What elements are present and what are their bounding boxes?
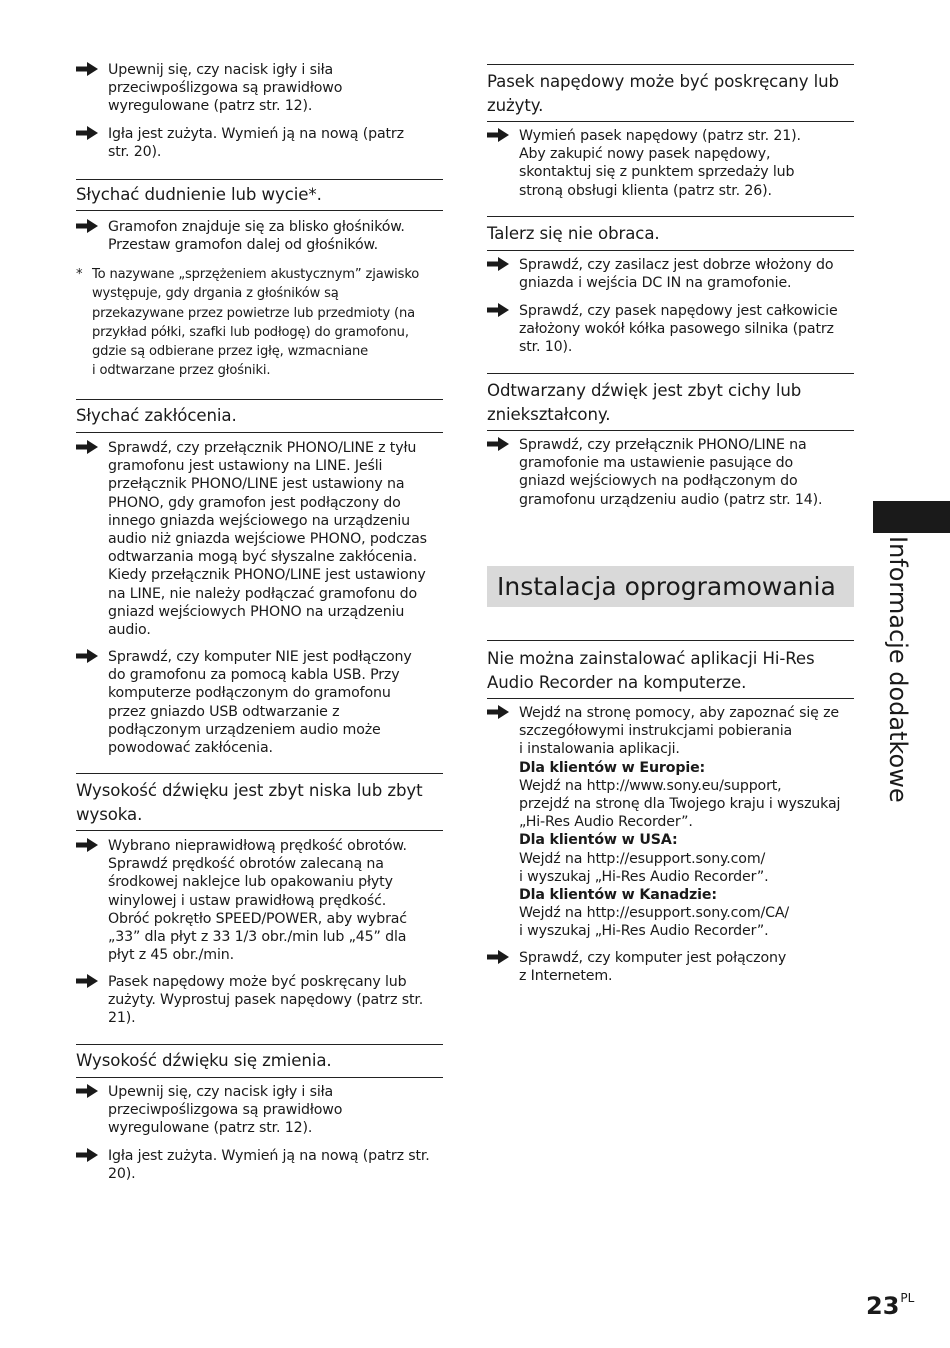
- arrow-right-icon: [487, 303, 509, 317]
- text-line: „Hi-Res Audio Recorder”.: [519, 814, 693, 831]
- text-line: Sprawdź, czy komputer jest połączony: [519, 950, 787, 966]
- text-line: założony wokół kółka pasowego silnika (patrz: [519, 321, 834, 338]
- heading-line: Słychać zakłócenia.: [76, 406, 237, 425]
- heading-line: Talerz się nie obraca.: [487, 224, 660, 243]
- section-title: Instalacja oprogramowania: [487, 566, 854, 607]
- text-line: Wejdź na http://esupport.sony.com/CA/: [519, 905, 790, 922]
- text-line: Upewnij się, czy nacisk igły i siła: [108, 1084, 334, 1100]
- text-line: Wejdź na http://esupport.sony.com/: [519, 850, 766, 867]
- text-line: Przestaw gramofon dalej od głośników.: [108, 237, 378, 254]
- arrow-right-icon: [76, 649, 98, 663]
- text-line: PHONO, gdy gramofon jest podłączony do: [108, 494, 401, 511]
- section-heading: [487, 216, 854, 251]
- text-line: zużyty. Wyprostuj pasek napędowy (patrz str.: [108, 992, 424, 1009]
- text-line: do gramofonu za pomocą kabla USB. Przy: [108, 667, 400, 684]
- heading-line: Audio Recorder na komputerze.: [487, 673, 747, 692]
- section-heading: [76, 773, 443, 831]
- text-line: Wejdź na stronę pomocy, aby zapoznać się ze: [519, 705, 839, 721]
- list-item: [76, 439, 443, 639]
- text-line: Wymień pasek napędowy (patrz str. 21).: [519, 128, 801, 144]
- text-line: występuje, gdy drgania z głośników są: [92, 286, 339, 302]
- arrow-right-icon: [76, 440, 98, 454]
- list-item: [487, 436, 854, 509]
- text-line: Dla klientów w USA:: [519, 832, 678, 849]
- list-item: [76, 125, 443, 161]
- text-line: gniazd wejściowych PHONO na urządzeniu: [108, 603, 405, 620]
- side-tab-marker: [873, 501, 950, 533]
- list-item: [487, 127, 854, 200]
- list-item: [487, 256, 854, 292]
- text-line: Wejdź na http://www.sony.eu/support,: [519, 777, 782, 794]
- arrow-right-icon: [76, 62, 98, 76]
- page-number: [866, 1291, 914, 1320]
- list-item: [76, 218, 443, 254]
- text-line: z Internetem.: [519, 968, 613, 985]
- text-line: Sprawdź, czy przełącznik PHONO/LINE na: [519, 437, 807, 453]
- text-line: Sprawdź prędkość obrotów zalecaną na: [108, 856, 384, 873]
- text-line: gramofonu urządzeniu audio (patrz str. 14).: [519, 491, 823, 508]
- text-line: gdzie są odbierane przez igłę, wzmacniane: [92, 344, 369, 360]
- arrow-right-icon: [76, 219, 98, 233]
- arrow-right-icon: [487, 705, 509, 719]
- text-line: Sprawdź, czy komputer NIE jest podłączony: [108, 649, 412, 665]
- text-line: 21).: [108, 1010, 136, 1027]
- text-line: skontaktuj się z punktem sprzedaży lub: [519, 164, 795, 181]
- text-line: gniazda i wejścia DC IN na gramofonie.: [519, 275, 792, 292]
- arrow-right-icon: [487, 950, 509, 964]
- arrow-right-icon: [487, 257, 509, 271]
- text-line: Obróć pokrętło SPEED/POWER, aby wybrać: [108, 910, 407, 927]
- section-heading: [76, 1044, 443, 1078]
- text-line: Dla klientów w Europie:: [519, 759, 706, 776]
- arrow-right-icon: [487, 437, 509, 451]
- text-line: powodować zakłócenia.: [108, 740, 273, 757]
- list-item: [76, 61, 443, 116]
- list-item: [76, 837, 443, 964]
- text-line: wyregulowane (patrz str. 12).: [108, 98, 313, 115]
- text-line: Wybrano nieprawidłową prędkość obrotów.: [108, 838, 407, 854]
- heading-line: Odtwarzany dźwięk jest zbyt cichy lub: [487, 381, 802, 400]
- text-line: i instalowania aplikacji.: [519, 741, 680, 758]
- heading-line: Wysokość dźwięku się zmienia.: [76, 1051, 332, 1070]
- arrow-right-icon: [487, 128, 509, 142]
- list-item: [487, 704, 854, 941]
- text-line: stroną obsługi klienta (patrz str. 26).: [519, 182, 772, 199]
- text-line: To nazywane „sprzężeniem akustycznym” zjawisko: [92, 267, 420, 282]
- section-heading: [487, 373, 854, 431]
- text-line: przez gniazdo USB odtwarzanie z: [108, 703, 340, 720]
- text-line: i odtwarzane przez głośniki.: [92, 363, 271, 379]
- text-line: Pasek napędowy może być poskręcany lub: [108, 974, 407, 990]
- arrow-right-icon: [76, 126, 98, 140]
- text-line: audio.: [108, 622, 151, 639]
- list-item: [76, 1083, 443, 1138]
- text-line: przekazywane przez powietrze lub przedmioty (na: [92, 305, 416, 321]
- text-line: winylowej i ustaw prawidłową prędkość.: [108, 892, 387, 909]
- text-line: szczegółowymi instrukcjami pobierania: [519, 723, 793, 740]
- text-line: przełącznik PHONO/LINE jest ustawiony na: [108, 476, 405, 493]
- text-line: 20).: [108, 1166, 136, 1183]
- list-item: [76, 1147, 443, 1183]
- text-line: audio niż gniazda wejściowe PHONO, podczas: [108, 531, 427, 548]
- text-line: Igła jest zużyta. Wymień ją na nową (patrz: [108, 126, 404, 142]
- arrow-right-icon: [76, 1148, 98, 1162]
- list-item: [487, 949, 854, 985]
- section-heading: [487, 640, 854, 699]
- section-heading: [76, 399, 443, 433]
- text-line: „33” dla płyt z 33 1/3 obr./min lub „45” dla: [108, 929, 407, 946]
- text-line: przejdź na stronę dla Twojego kraju i wyszukaj: [519, 796, 841, 813]
- arrow-right-icon: [76, 838, 98, 852]
- heading-line: Nie można zainstalować aplikacji Hi-Res: [487, 649, 815, 668]
- page-language-code: PL: [900, 1291, 915, 1305]
- text-line: środkowej naklejce lub opakowaniu płyty: [108, 874, 393, 891]
- footnote: [76, 265, 443, 381]
- text-line: Sprawdź, czy przełącznik PHONO/LINE z tyłu: [108, 440, 417, 456]
- arrow-right-icon: [76, 1084, 98, 1098]
- section-heading: [76, 179, 443, 211]
- text-line: komputerze podłączonym do gramofonu: [108, 685, 391, 702]
- text-line: przykład półki, szafki lub podłogę) do gramofonu,: [92, 324, 409, 340]
- text-line: na LINE, nie należy podłączać gramofonu do: [108, 585, 418, 602]
- text-line: gniazd wejściowych na podłączonym do: [519, 473, 798, 490]
- text-line: płyt z 45 obr./min.: [108, 947, 234, 964]
- text-line: podłączonym urządzeniem audio może: [108, 721, 381, 738]
- page-number-value: 23: [866, 1292, 900, 1320]
- text-line: innego gniazda wejściowego na urządzeniu: [108, 512, 411, 529]
- text-line: przeciwpoślizgowa są prawidłowo: [108, 80, 343, 97]
- list-item: [487, 302, 854, 357]
- section-heading: [487, 64, 854, 122]
- text-line: Kiedy przełącznik PHONO/LINE jest ustawiony: [108, 567, 426, 584]
- text-line: Dla klientów w Kanadzie:: [519, 887, 717, 904]
- arrow-right-icon: [76, 974, 98, 988]
- text-line: i wyszukaj „Hi-Res Audio Recorder”.: [519, 923, 769, 940]
- text-line: Upewnij się, czy nacisk igły i siła: [108, 62, 334, 78]
- text-line: Aby zakupić nowy pasek napędowy,: [519, 146, 771, 163]
- text-line: wyregulowane (patrz str. 12).: [108, 1120, 313, 1137]
- text-line: Sprawdź, czy zasilacz jest dobrze włożony do: [519, 257, 834, 273]
- heading-line: zniekształcony.: [487, 405, 611, 424]
- heading-line: Pasek napędowy może być poskręcany lub: [487, 72, 839, 91]
- text-line: str. 10).: [519, 339, 573, 356]
- heading-line: wysoka.: [76, 805, 143, 824]
- text-line: str. 20).: [108, 144, 162, 161]
- side-tab-label: Informacje dodatkowe: [884, 536, 912, 803]
- text-line: gramofonie ma ustawienie pasujące do: [519, 455, 794, 472]
- list-item: [76, 973, 443, 1028]
- heading-line: Słychać dudnienie lub wycie*.: [76, 185, 322, 204]
- text-line: odtwarzania mogą być słyszalne zakłócenia.: [108, 549, 418, 566]
- footnote-marker: *: [76, 267, 83, 282]
- heading-line: zużyty.: [487, 96, 544, 115]
- heading-line: Wysokość dźwięku jest zbyt niska lub zbyt: [76, 781, 423, 800]
- text-line: i wyszukaj „Hi-Res Audio Recorder”.: [519, 868, 769, 885]
- text-line: Igła jest zużyta. Wymień ją na nową (patrz str.: [108, 1148, 430, 1164]
- text-line: przeciwpoślizgowa są prawidłowo: [108, 1102, 343, 1119]
- text-line: Sprawdź, czy pasek napędowy jest całkowicie: [519, 303, 838, 319]
- text-line: Gramofon znajduje się za blisko głośników.: [108, 219, 405, 235]
- text-line: gramofonu jest ustawiony na LINE. Jeśli: [108, 458, 383, 475]
- list-item: [76, 648, 443, 757]
